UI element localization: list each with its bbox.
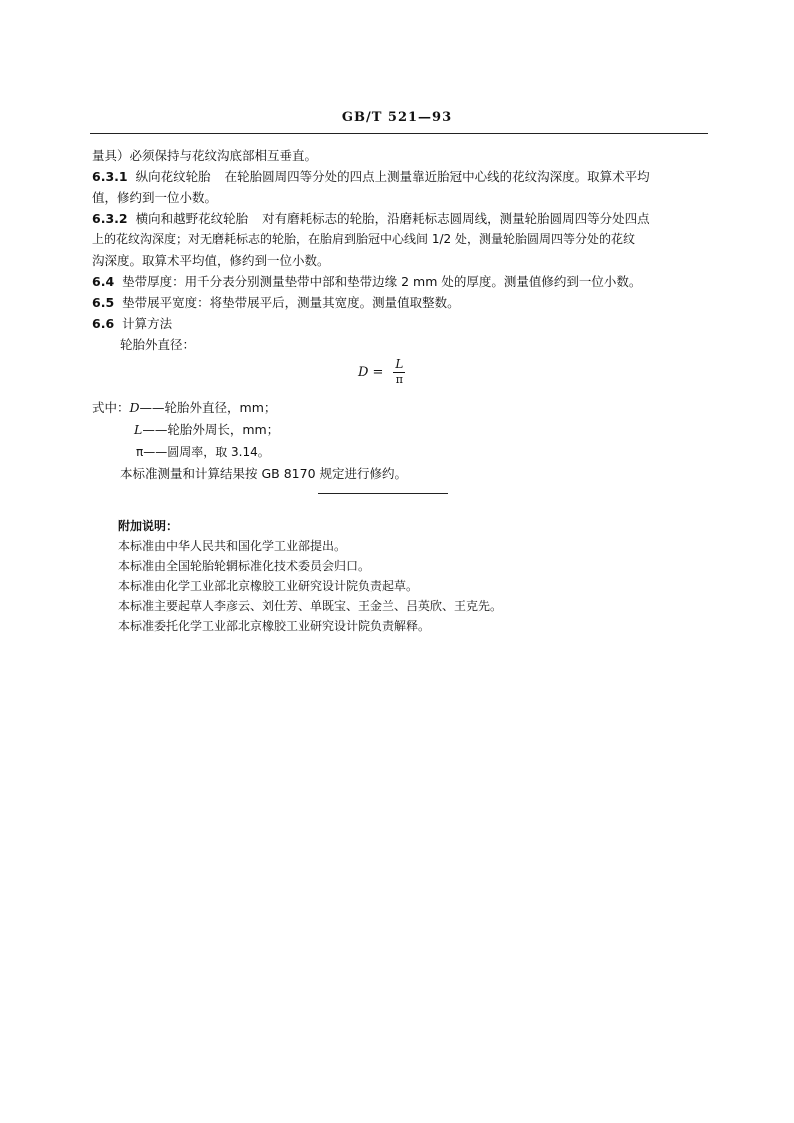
clause-6-5 — [92, 292, 704, 313]
clause-text: 值，修约到一位小数。 — [92, 190, 218, 205]
clause-text: 垫带厚度：用千分表分别测量垫带中部和垫带边缘 2 mm 处的厚度。测量值修约到一位小数。 — [122, 274, 642, 289]
formula-lhs: D — [358, 364, 369, 380]
clause-number: 6.4 — [92, 274, 115, 289]
formula-fraction — [393, 358, 405, 386]
clause-text: 对有磨耗标志的轮胎，沿磨耗标志圆周线，测量轮胎圆周四等分处四点 — [262, 211, 650, 226]
clause-number: 6.3.2 — [92, 211, 128, 226]
var-l-desc: ——轮胎外周长，mm； — [142, 422, 280, 437]
clause-text: 在轮胎圆周四等分处的四点上测量靠近胎冠中心线的花纹沟深度。取算术平均 — [224, 169, 650, 184]
definition-d — [92, 397, 692, 419]
formula-numerator: L — [395, 357, 404, 371]
notes-heading: 附加说明： — [118, 519, 179, 533]
clause-6-6 — [92, 313, 704, 334]
var-pi: π — [136, 445, 144, 459]
note-line: 本标准主要起草人李彦云、刘仕芳、单既宝、王金兰、吕英欣、王克先。 — [118, 599, 503, 613]
clause-6-4 — [92, 271, 704, 292]
clause-title: 计算方法 — [122, 316, 173, 331]
var-d: D — [129, 400, 140, 415]
diameter-formula — [358, 358, 405, 386]
clause-number: 6.6 — [92, 316, 115, 331]
clause-text: 沟深度。取算术平均值，修约到一位小数。 — [92, 253, 330, 268]
clause-6-3-2 — [92, 208, 704, 229]
clause-number: 6.5 — [92, 295, 115, 310]
var-l: L — [134, 422, 143, 437]
continuation-line: 量具）必须保持与花纹沟底部相互垂直。 — [92, 148, 318, 163]
var-d-desc: ——轮胎外直径，mm； — [139, 400, 277, 415]
section-divider — [318, 493, 448, 494]
clause-6-3-1 — [92, 166, 704, 187]
note-line: 本标准委托化学工业部北京橡胶工业研究设计院负责解释。 — [118, 619, 431, 633]
rounding-note: 本标准测量和计算结果按 GB 8170 规定进行修约。 — [120, 466, 407, 481]
definition-pi — [92, 441, 692, 463]
outer-diameter-label: 轮胎外直径： — [120, 337, 196, 352]
note-line: 本标准由化学工业部北京橡胶工业研究设计院负责起草。 — [118, 579, 419, 593]
formula-equals: = — [372, 364, 384, 380]
clause-number: 6.3.1 — [92, 169, 128, 184]
note-line: 本标准由中华人民共和国化学工业部提出。 — [118, 539, 347, 553]
document-header-code: GB/T 521—93 — [341, 110, 453, 125]
additional-notes — [118, 516, 678, 636]
where-prefix: 式中： — [92, 400, 130, 415]
clause-text: 垫带展平宽度：将垫带展平后，测量其宽度。测量值取整数。 — [122, 295, 460, 310]
note-line: 本标准由全国轮胎轮辋标准化技术委员会归口。 — [118, 559, 371, 573]
variable-definitions — [92, 397, 692, 485]
clause-text: 上的花纹沟深度；对无磨耗标志的轮胎，在胎肩到胎冠中心线间 1/2 处，测量轮胎圆周四等分处的花纹 — [92, 232, 635, 246]
formula-denominator: π — [395, 373, 403, 386]
clause-title: 纵向花纹轮胎 — [135, 169, 211, 184]
clause-title: 横向和越野花纹轮胎 — [135, 211, 249, 226]
header-rule — [90, 133, 708, 134]
body-text — [92, 145, 704, 355]
var-pi-desc: ——圆周率，取 3.14。 — [143, 445, 270, 459]
definition-l — [92, 419, 692, 441]
